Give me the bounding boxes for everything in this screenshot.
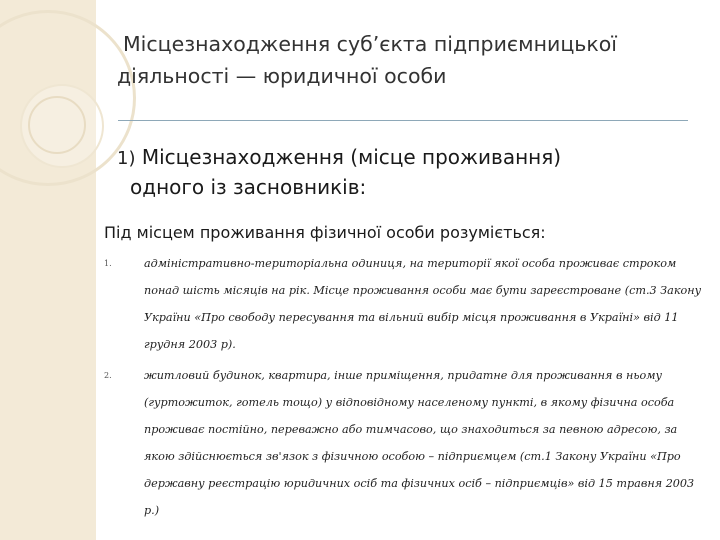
decorative-side-panel [0, 0, 96, 540]
main-point-line-1: Місцезнаходження (місце проживання) [141, 145, 562, 169]
main-point-number: 1) [117, 148, 136, 169]
slide-title [117, 28, 707, 92]
numbered-list [104, 250, 709, 524]
list-item-marker: 1. [104, 259, 112, 268]
list-item [104, 250, 709, 358]
title-divider [118, 120, 688, 121]
list-item-text: адміністративно-територіальна одиниця, на території якої особа проживає строком понад шість місяців на рік. Місце проживання особи має бути зареєстроване (ст.3 Закону України «Про свободу пересування та вільний вибір місця проживання в Україні» від 11 грудня 2003 р). [144, 257, 702, 351]
main-point-line-2: одного із засновників: [130, 175, 367, 199]
slide-title-line-1: Місцезнаходження суб’єкта підприємницької [123, 32, 617, 56]
list-item-marker: 2. [104, 371, 112, 380]
list-item-text: житловий будинок, квартира, інше приміщення, придатне для проживання в ньому (гуртожиток, готель тощо) у відповідному населеному пункті, в якому фізична особа проживає постійно, переважно або тимчасово, що знаходиться за певною адресою, за якою здійснюється зв'язок з фізичною особою – підприємцем (ст.1 Закону України «Про державну реєстрацію юридичних осіб та фізичних осіб – підприємців» від 15 травня 2003 р.) [144, 369, 695, 517]
subheading: Під місцем проживання фізичної особи розуміється: [104, 223, 546, 242]
main-point [117, 143, 707, 202]
slide-title-line-2: діяльності — юридичної особи [117, 64, 447, 88]
list-item [104, 362, 709, 524]
decorative-circle [28, 96, 86, 154]
